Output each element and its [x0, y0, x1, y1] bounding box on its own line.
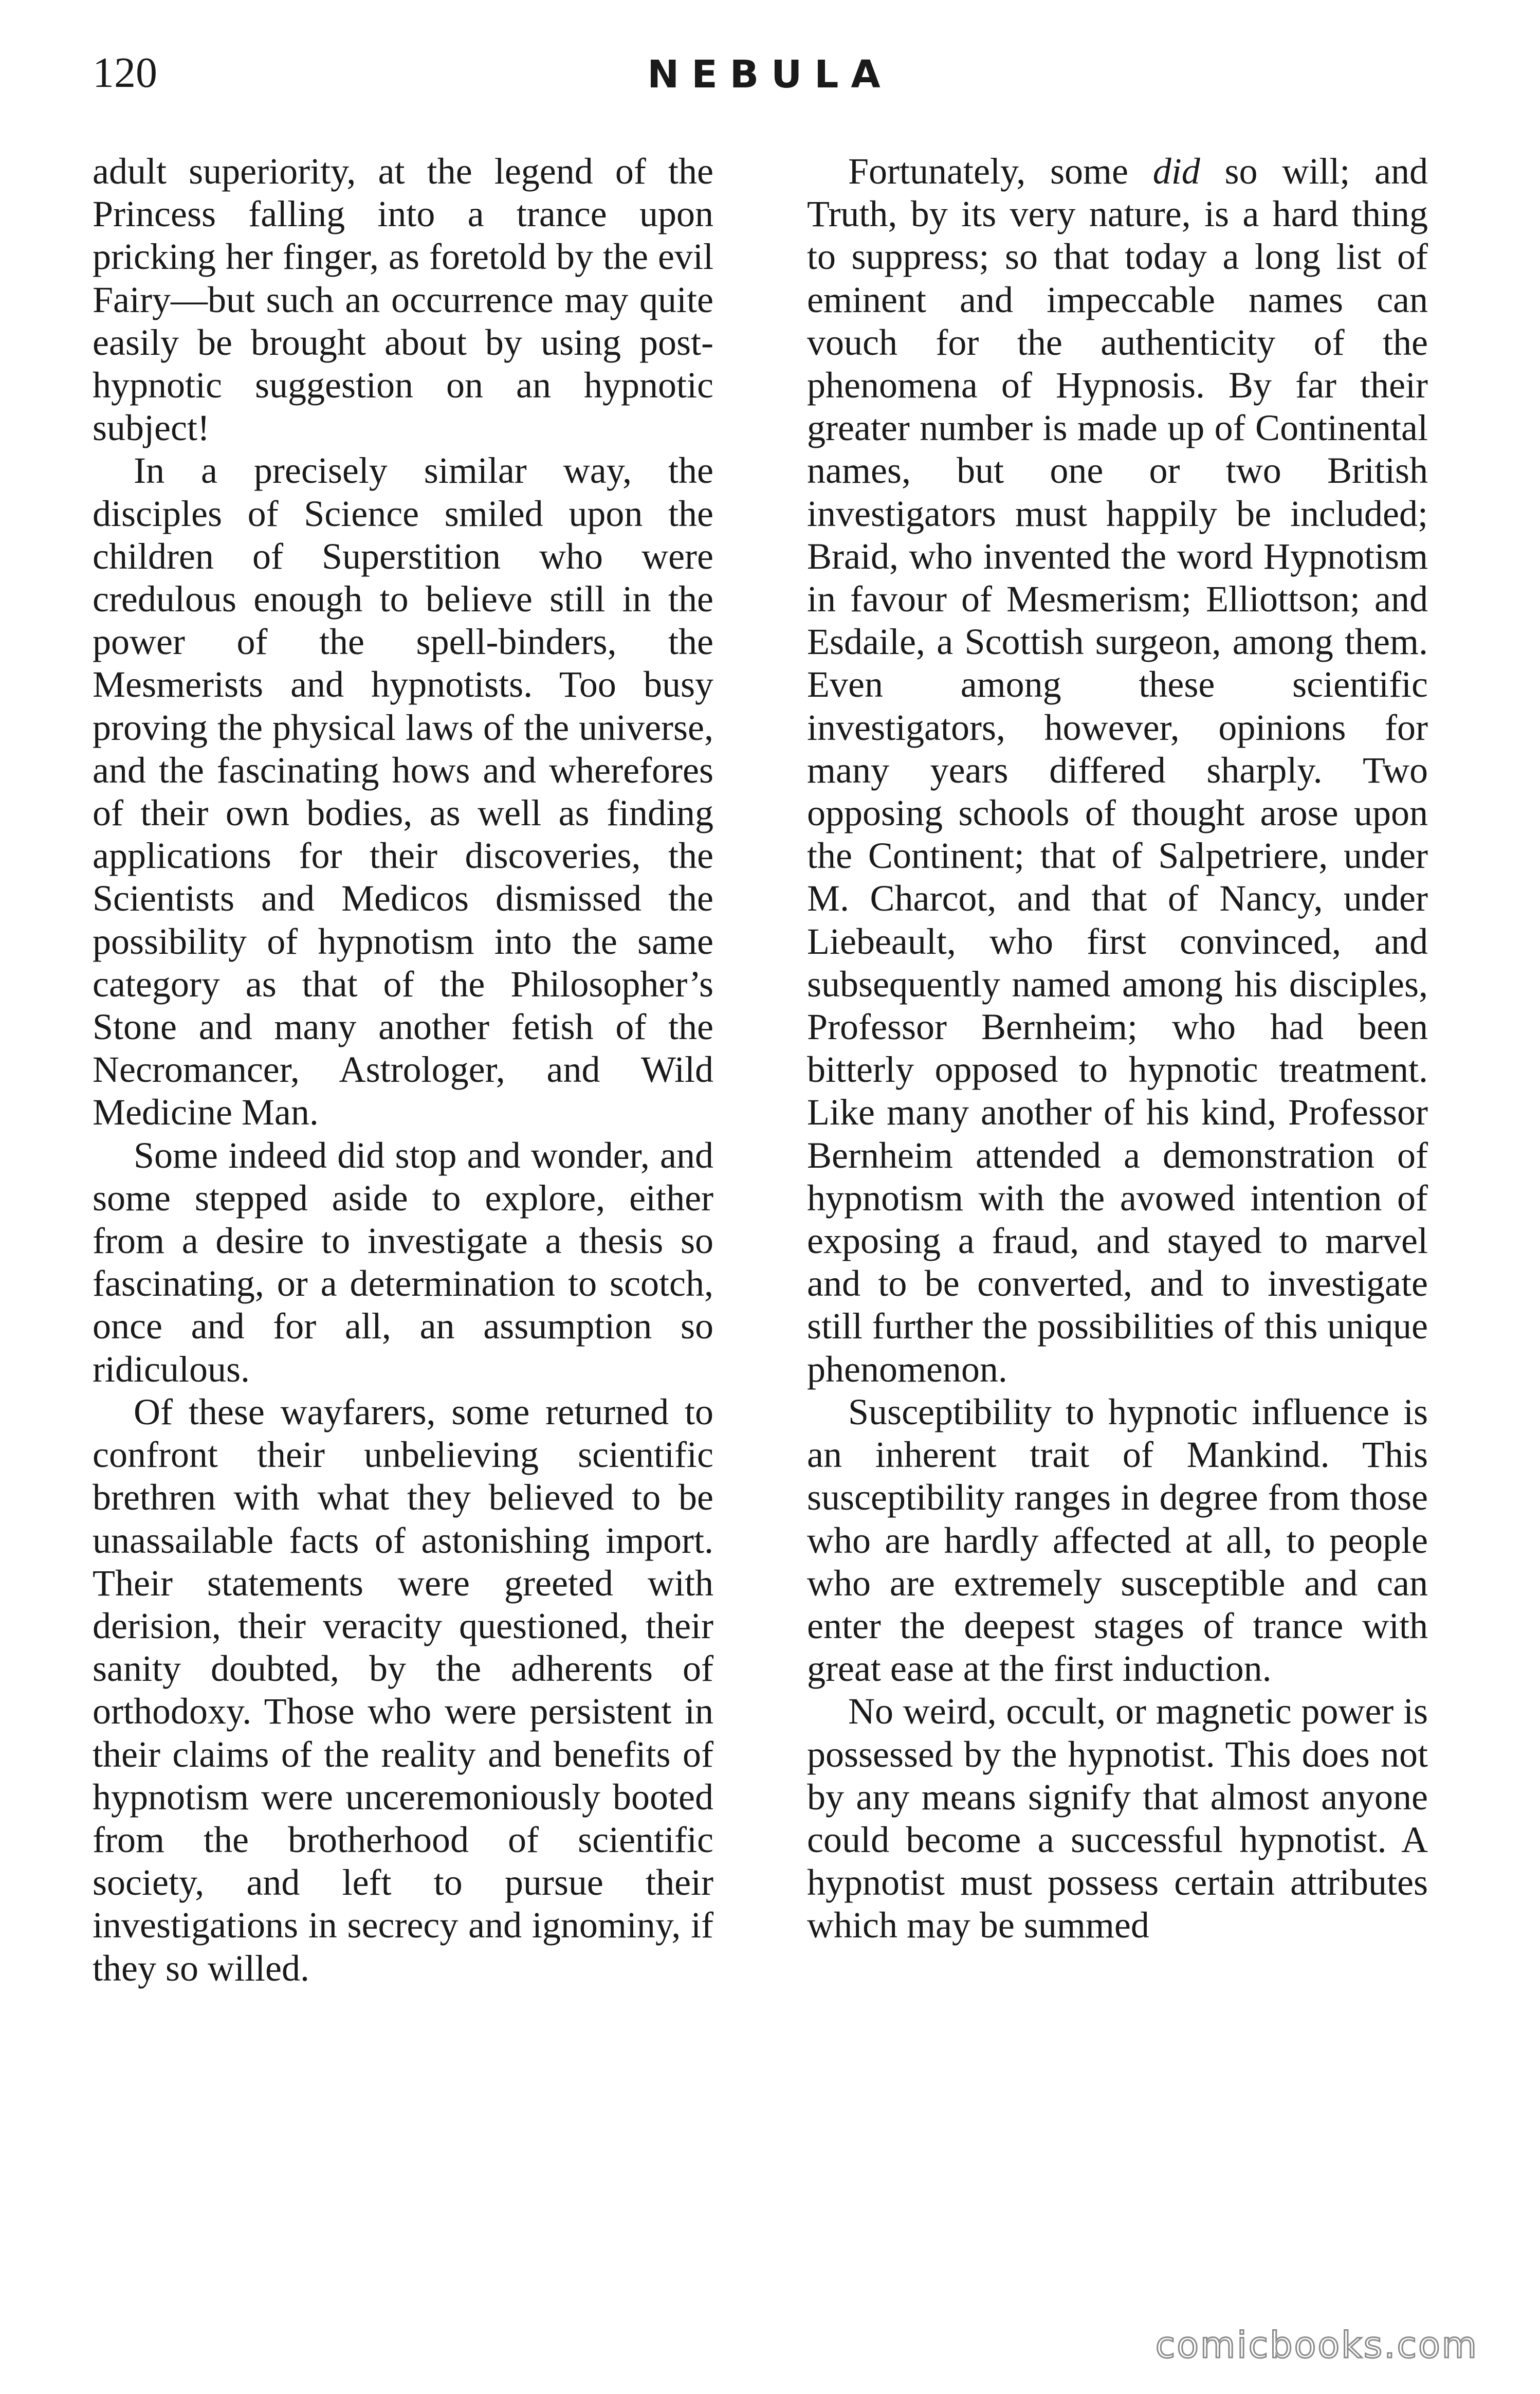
paragraph-text: so will; and Truth, by its very nature, is a hard thing to suppress; so that today a long list of eminent and impeccable names can vouch for the authenticity of the phenomena of Hypnosis. By far their greater number is made up of Continental names, but one or two British investigators must happily be included; Braid, who invented the word Hypnotism in favour of Mesmerism; Elliottson; and Esdaile, a Scottish surgeon, among them. Even among these scientific investigators, however, opinions for many years differed sharply. Two opposing schools of thought arose upon the Continent; that of Salpetriere, under M. Charcot, and that of Nancy, under Liebeault, who first convinced, and subsequently named among his disciples, Professor Bernheim; who had been bitterly opposed to hypnotic treatment. Like many another of his kind, Professor Bernheim attended a demonstration of hypnotism with the avowed intention of exposing a fraud, and stayed to marvel and to be converted, and to investigate still further the possibilities of this unique phenomenon. — [807, 151, 1428, 1390]
right-column — [807, 150, 1428, 1947]
emphasis-text: did — [1152, 151, 1200, 192]
paragraph: Susceptibility to hypnotic influence is an inherent trait of Mankind. This susceptibility ranges in degree from those who are hardly affected at all, to people who are extremely susceptible and can enter the deepest stages of trance with great ease at the first induction. — [807, 1391, 1428, 1690]
paragraph: No weird, occult, or magnetic power is possessed by the hypnotist. This does not by any means signify that almost anyone could become a successful hypnotist. A hypnotist must possess certain attributes which may be summed — [807, 1691, 1428, 1946]
paragraph: adult superiority, at the legend of the Princess falling into a trance upon pricking her finger, as foretold by the evil Fairy—but such an occurrence may quite easily be brought about by using post-hypnotic suggestion on an hypnotic subject! — [93, 151, 713, 449]
magazine-title: NEBULA — [647, 52, 893, 97]
paragraph-text: Fortunately, some — [848, 151, 1153, 192]
left-column — [93, 150, 713, 1990]
paragraph — [807, 150, 1428, 1391]
paragraph: Of these wayfarers, some returned to confront their unbelieving scientific brethren with what they believed to be unassailable facts of astonishing import. Their statements were greeted with derision, their veracity questioned, their sanity doubted, by the adherents of orthodoxy. Those who were persistent in their claims of the reality and benefits of hypnotism were unceremoniously booted from the brotherhood of scientific society, and left to pursue their investigations in secrecy and ignominy, if they so willed. — [93, 1391, 713, 1989]
paragraph: Some indeed did stop and wonder, and some stepped aside to explore, either from a desire to investigate a thesis so fascinating, or a determination to scotch, once and for all, an assumption so ridiculous. — [93, 1134, 713, 1390]
watermark: comicbooks.com — [1155, 2324, 1478, 2366]
paragraph: In a precisely similar way, the disciples of Science smiled upon the children of Superstition who were credulous enough to believe still in the power of the spell-binders, the Mesmerists and hypnotists. Too busy proving the physical laws of the universe, and the fascinating hows and wherefores of their own bodies, as well as finding applications for their discoveries, the Scientists and Medicos dismissed the possibility of hypnotism into the same category as that of the Philosopher’s Stone and many another fetish of the Necromancer, Astrologer, and Wild Medicine Man. — [93, 450, 713, 1133]
page-number: 120 — [93, 49, 157, 97]
